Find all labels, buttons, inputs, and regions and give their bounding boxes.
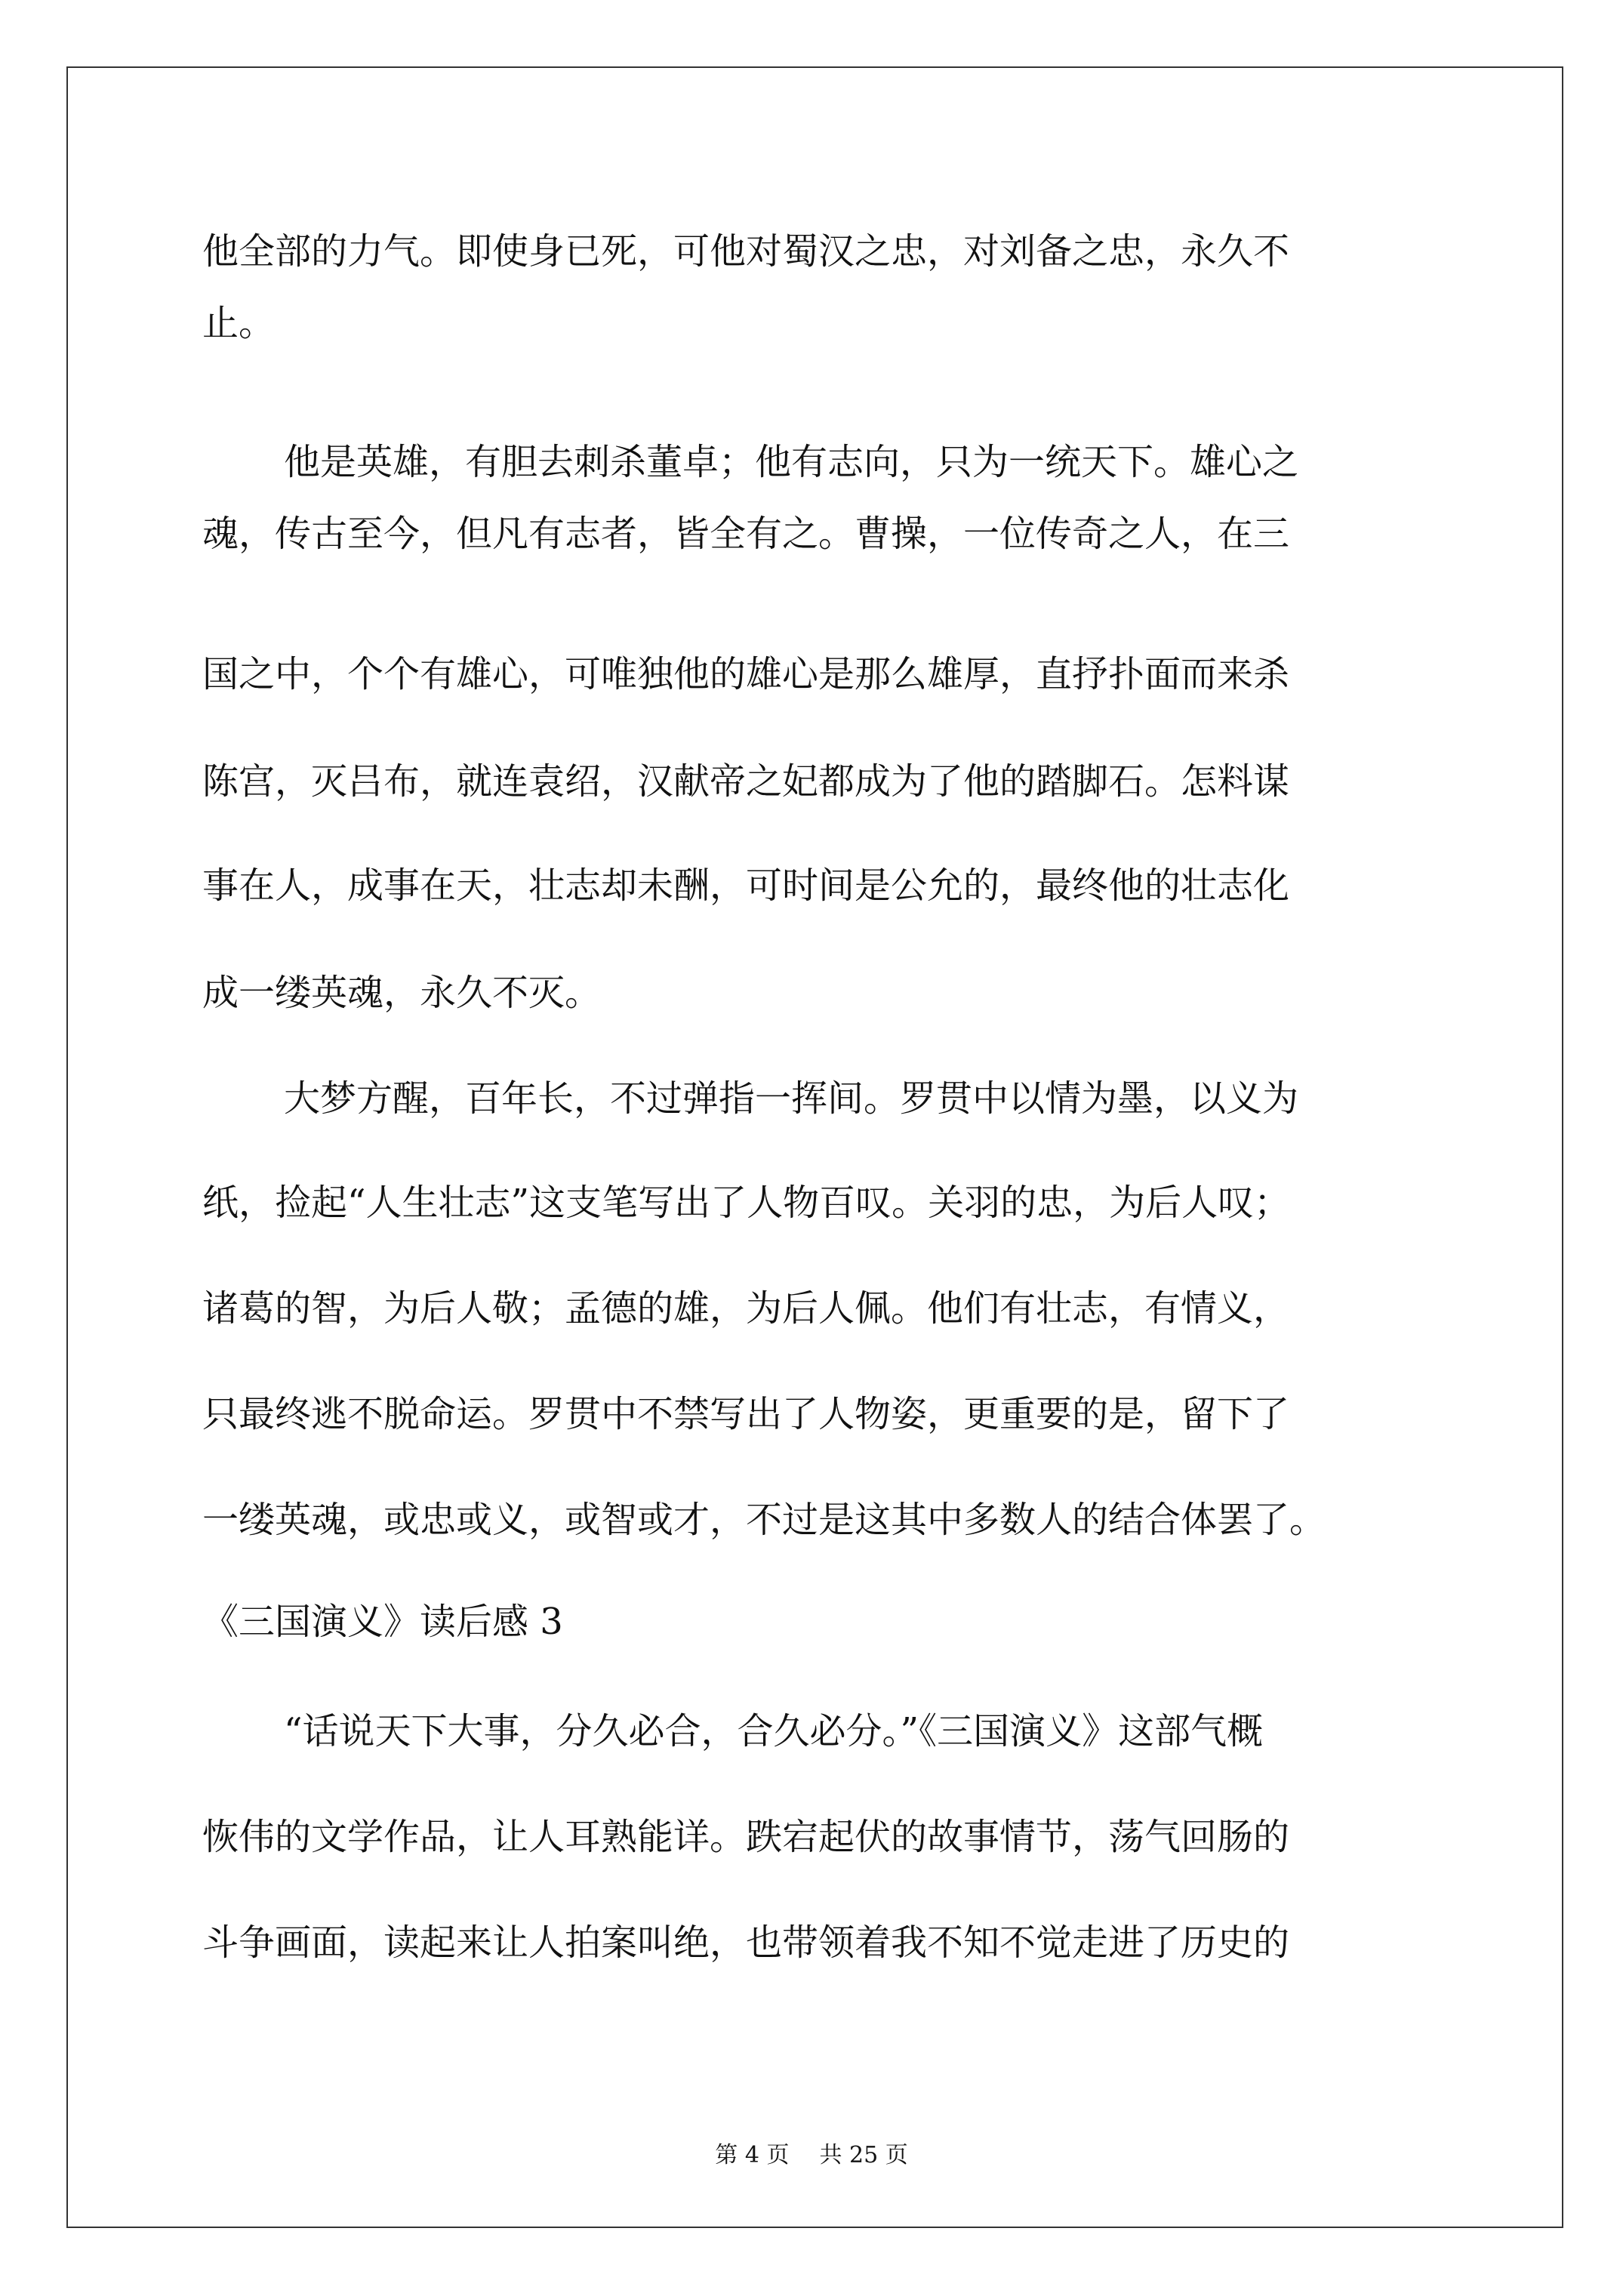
text-line: 成一缕英魂，永久不灭。	[202, 972, 602, 1014]
text-line: 大梦方醒，百年长，不过弹指一挥间。罗贯中以情为墨，以义为	[284, 1077, 1299, 1120]
text-line: 诸葛的智，为后人敬；孟德的雄，为后人佩。他们有壮志，有情义，	[202, 1287, 1290, 1330]
text-line: 他全部的力气。即使身已死，可他对蜀汉之忠，对刘备之忠，永久不	[202, 230, 1290, 273]
text-line: 纸，捡起“人生壮志”这支笔写出了人物百叹。关羽的忠，为后人叹；	[202, 1182, 1291, 1224]
page-border	[66, 66, 1563, 2228]
text-line: 只最终逃不脱命运。罗贯中不禁写出了人物姿，更重要的是，留下了	[202, 1393, 1290, 1435]
text-line: 斗争画面，读起来让人拍案叫绝，也带领着我不知不觉走进了历史的	[202, 1922, 1290, 1964]
text-line: 一缕英魂，或忠或义，或智或才，不过是这其中多数人的结合体罢了。	[202, 1499, 1326, 1541]
page-number: 第 4 页	[715, 2142, 790, 2168]
text-line: 他是英雄，有胆去刺杀董卓；他有志向，只为一统天下。雄心之	[284, 441, 1299, 483]
text-line: 陈宫，灭吕布，就连袁绍，汉献帝之妃都成为了他的踏脚石。怎料谋	[202, 760, 1290, 803]
text-line: “话说天下大事，分久必合，合久必分。”《三国演义》这部气概	[284, 1710, 1264, 1752]
section-heading: 《三国演义》读后感 3	[202, 1601, 563, 1643]
page-footer	[0, 2140, 1623, 2171]
text-line: 国之中，个个有雄心，可唯独他的雄心是那么雄厚，直抒扑面而来杀	[202, 653, 1290, 695]
text-line: 魂，传古至今，但凡有志者，皆全有之。曹操，一位传奇之人，在三	[202, 513, 1290, 555]
text-line: 事在人，成事在天，壮志却未酬，可时间是公允的，最终他的壮志化	[202, 864, 1290, 907]
page-total: 共 25 页	[819, 2142, 908, 2168]
text-line: 止。	[202, 302, 276, 344]
text-line: 恢伟的文学作品，让人耳熟能详。跌宕起伏的故事情节，荡气回肠的	[202, 1816, 1290, 1858]
